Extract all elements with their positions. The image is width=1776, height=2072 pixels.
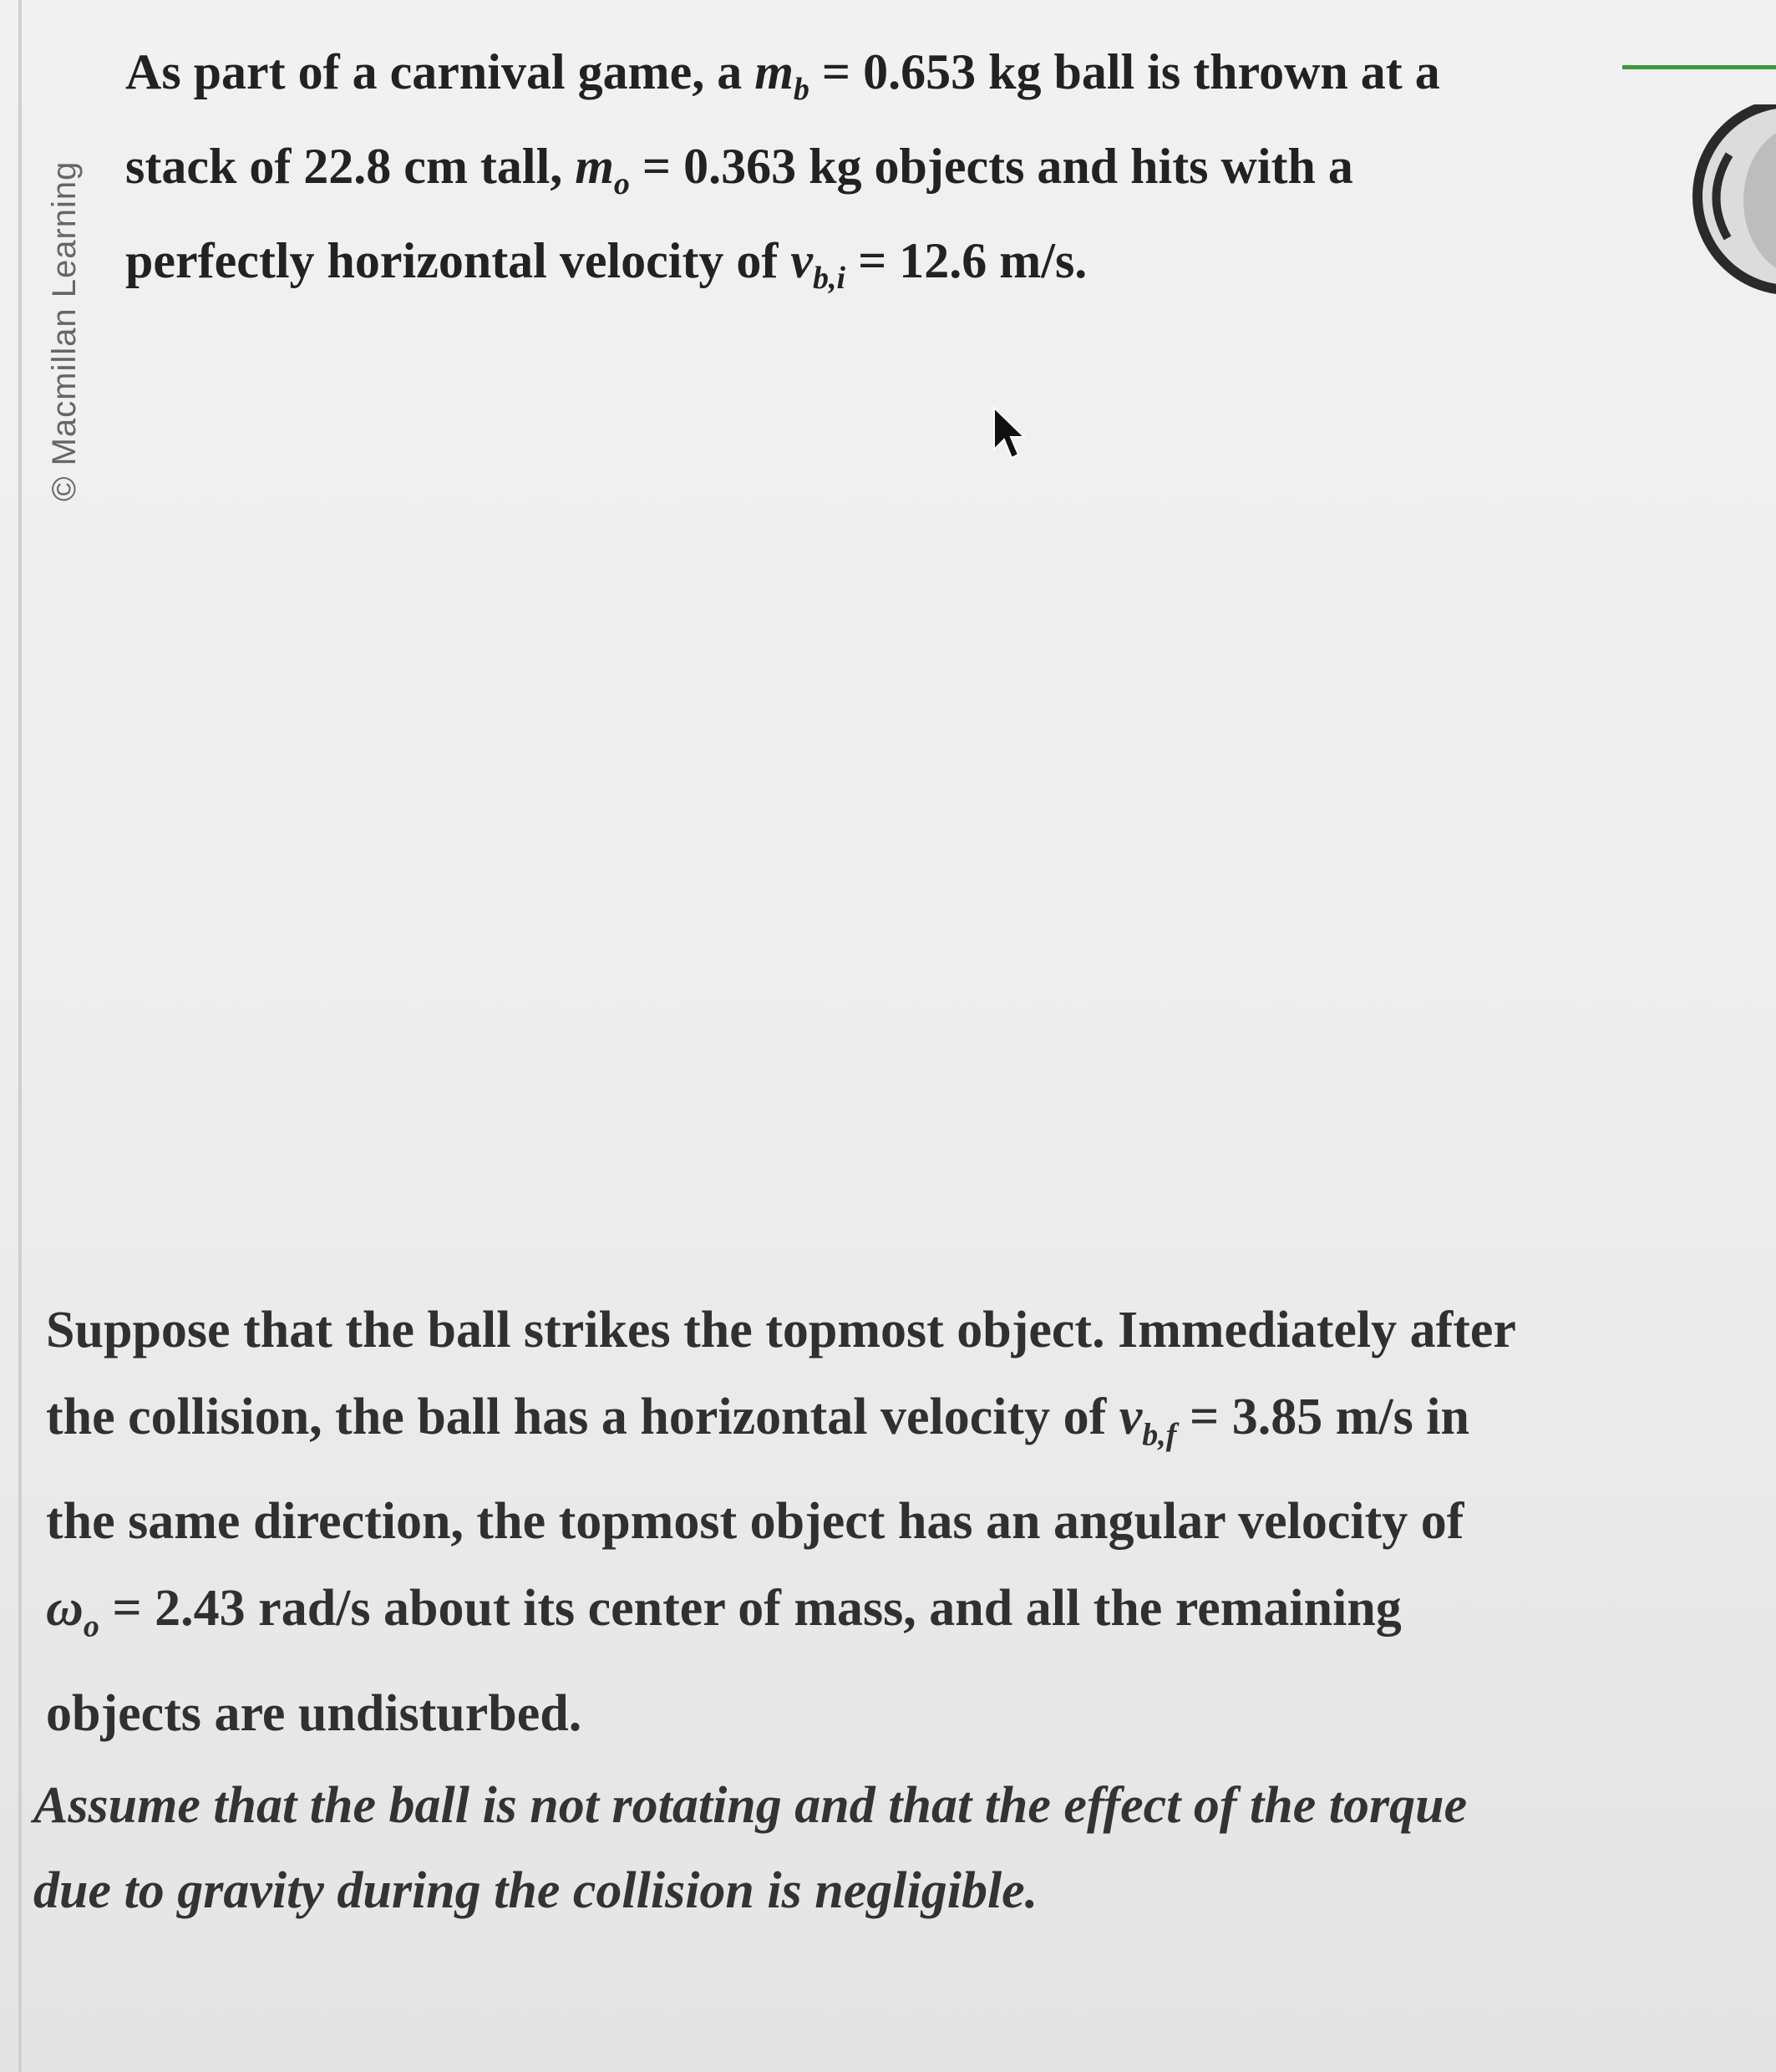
assumption-note: Assume that the ball is not rotating and that the effect of the torque due to gravity during the collision is negligible. [33,1777,1468,1919]
problem-text-3: = 0.363 kg objects and hits with a perfectly horizontal velocity of [125,139,1353,288]
ball-mass-symbol: $m_b$ [754,44,809,107]
problem-text-4: = 12.6 m/s. [845,233,1088,288]
problem-text-2: = 0.653 kg ball is thrown at a stack of 22.8 cm tall, [125,44,1440,194]
problem-text-1: As part of a carnival game, a [125,44,755,99]
final-velocity-symbol: $v_{b,f}$ [1119,1389,1177,1453]
collision-text-1: Suppose that the ball strikes the topmost object. Immediately after the collision, the ball has a horizontal velocity of [46,1302,1515,1445]
object-mass-symbol: $m_o$ [575,139,630,201]
ball-figure-icon [1689,104,1776,305]
collision-text-3: = 2.43 rad/s about its center of mass, and all the remaining objects are undisturbed. [46,1580,1402,1742]
panel-border [18,0,22,2072]
problem-statement [125,33,1495,317]
mouse-pointer-icon [991,406,1029,461]
initial-velocity-symbol: $v_{b,i}$ [790,233,846,296]
image-credit: © Macmillan Learning [46,160,83,501]
collision-description [46,1287,1516,1757]
angular-velocity-symbol: $\omega_o$ [46,1580,99,1644]
green-divider [1622,65,1776,69]
collision-text-2: = 3.85 m/s in the same direction, the topmost object has an angular velocity of [46,1389,1469,1551]
